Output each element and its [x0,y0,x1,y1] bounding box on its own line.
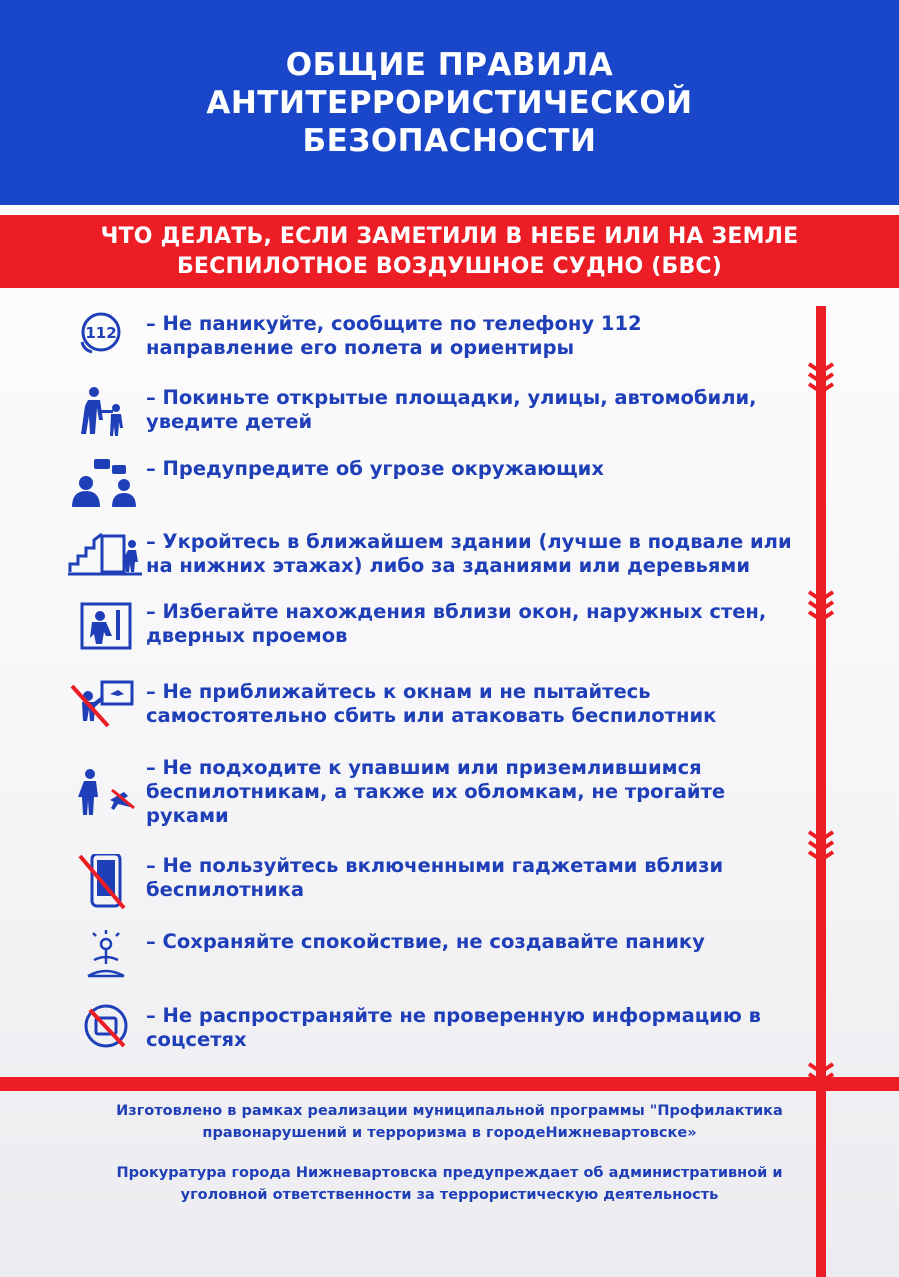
person-fallen-drone-icon [68,756,142,816]
people-talking-icon [68,457,142,517]
subheader-line-2: БЕСПИЛОТНОЕ ВОЗДУШНОЕ СУДНО (БВС) [176,253,723,279]
rule-line: – Не подходите к упавшим или приземлившимся [146,756,702,779]
social-media-prohibited-icon [68,1004,142,1064]
rule-line: – Сохраняйте спокойствие, не создавайте панику [146,930,705,953]
rule-line: – Не приближайтесь к окнам и не пытайтесь [146,680,651,703]
rule-text [146,1004,806,1052]
subheader-banner [0,215,899,288]
title-line-1: ОБЩИЕ ПРАВИЛА [285,46,614,83]
footer-program-note [0,1100,899,1144]
footer-line: уголовной ответственности за террористическую деятельность [180,1187,719,1203]
rule-line: самостоятельно сбить или атаковать беспилотник [146,704,717,727]
rule-line: уведите детей [146,410,313,433]
rule-text [146,680,806,728]
rule-text [146,530,806,578]
rule-line: – Покиньте открытые площадки, улицы, автомобили, [146,386,757,409]
title-line-2: АНТИТЕРРОРИСТИЧЕСКОЙ [206,84,693,121]
rule-line: на нижних этажах) либо за зданиями или деревьями [146,554,750,577]
phone-prohibited-icon [68,854,142,914]
rule-line: – Не паникуйте, сообщите по телефону 112 [146,312,642,335]
chevron-down-icon [806,360,836,398]
rule-line: соцсетях [146,1028,247,1051]
rule-line: – Не пользуйтесь включенными гаджетами вблизи [146,854,724,877]
rule-line: – Укройтесь в ближайшем здании (лучше в подвале или [146,530,792,553]
meditating-person-icon [68,930,142,990]
rule-text [146,312,806,360]
rule-line: – Предупредите об угрозе окружающих [146,457,604,480]
footer-line: Прокуратура города Нижневартовска предупреждает об административной и [116,1165,783,1181]
chevron-down-icon [806,588,836,626]
header-divider [0,205,899,215]
footer-warning [0,1162,899,1206]
rule-text [146,854,806,902]
rule-text [146,386,806,434]
rule-text [146,756,806,828]
person-window-prohibited-icon [68,680,142,740]
phone-112-icon [68,312,142,372]
rule-line: беспилотникам, а также их обломкам, не трогайте [146,780,726,803]
rule-line: направление его полета и ориентиры [146,336,575,359]
rule-text [146,600,806,648]
chevron-down-icon [806,828,836,866]
rule-line: руками [146,804,229,827]
rule-line: – Избегайте нахождения вблизи окон, наружных стен, [146,600,767,623]
footer-divider [0,1077,899,1091]
footer-line: Изготовлено в рамках реализации муниципальной программы "Профилактика [116,1103,783,1119]
person-stairs-building-icon [68,530,142,590]
icon-112-label: 112 [85,324,117,342]
title-line-3: БЕЗОПАСНОСТИ [302,122,597,159]
rule-text [146,457,806,481]
footer [0,1100,899,1224]
footer-line: правонарушений и терроризма в городеНижневартовске» [202,1125,697,1141]
header-banner [0,0,899,205]
person-crouching-shelter-icon [68,600,142,660]
rule-line: беспилотника [146,878,305,901]
rule-line: дверных проемов [146,624,348,647]
subheader-line-1: ЧТО ДЕЛАТЬ, ЕСЛИ ЗАМЕТИЛИ В НЕБЕ ИЛИ НА ЗЕМЛЕ [100,223,799,249]
adult-child-walking-icon [68,386,142,446]
rule-line: – Не распространяйте не проверенную информацию в [146,1004,761,1027]
rule-text [146,930,806,954]
